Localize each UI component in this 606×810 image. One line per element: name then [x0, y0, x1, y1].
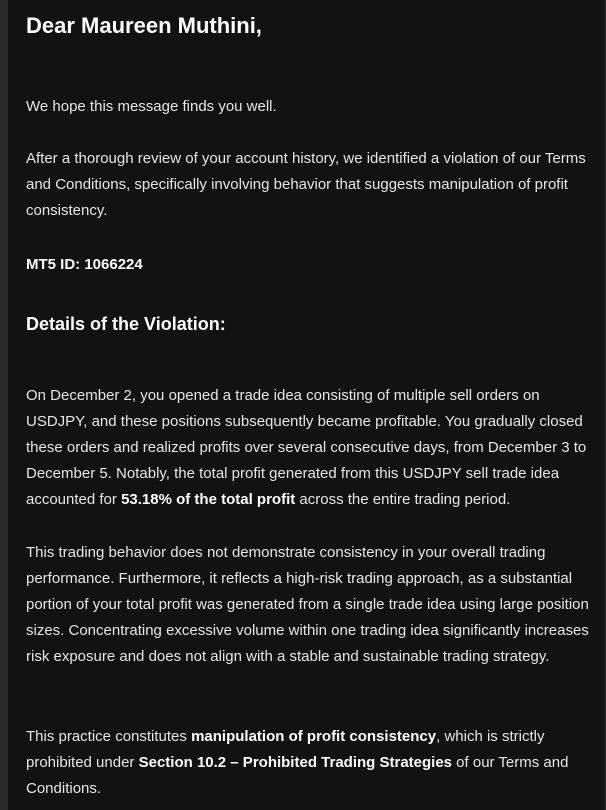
- profit-percentage-emphasis: 53.18% of the total profit: [121, 491, 296, 508]
- left-border: [0, 0, 8, 810]
- practice-text-middle: , which is strictly prohibited under: [26, 728, 545, 771]
- section-reference-emphasis: Section 10.2 – Prohibited Trading Strategies: [138, 754, 453, 771]
- details-text-after: across the entire trading period.: [295, 491, 511, 508]
- practice-text-before: This practice constitutes: [26, 728, 192, 745]
- behavior-paragraph: This trading behavior does not demonstrate consistency in your overall trading performance. Furthermore, it reflects a high-risk trading approach, as a substantial portion of your total profit was generated from a single trade idea using large position sizes. Concentrating excessive volume within one trading idea significantly increases risk exposure and does not align with a stable and sustainable trading strategy.: [26, 544, 589, 665]
- practice-text-after: of our Terms and Conditions.: [26, 754, 569, 797]
- greeting-heading: Dear Maureen Muthini,: [26, 13, 262, 38]
- mt5-id-value: 1066224: [84, 256, 143, 273]
- mt5-id-label: MT5 ID:: [26, 256, 81, 273]
- details-heading: Details of the Violation:: [26, 314, 226, 334]
- practice-paragraph: [26, 724, 592, 802]
- manipulation-emphasis: manipulation of profit consistency: [191, 728, 437, 745]
- details-text-before: On December 2, you opened a trade idea consisting of multiple sell orders on USDJPY, and these positions subsequently became profitable. You gradually closed these orders and realized profits over several consecutive days, from December 3 to December 5. Notably, the total profit generated from this USDJPY sell trade idea accounted for: [26, 387, 587, 508]
- intro-paragraph: We hope this message finds you well.: [26, 98, 277, 115]
- mt5-id-line: [26, 252, 592, 278]
- details-paragraph: [26, 383, 592, 513]
- review-paragraph: After a thorough review of your account history, we identified a violation of our Terms and Conditions, specifically involving behavior that suggests manipulation of profit consistency.: [26, 150, 586, 219]
